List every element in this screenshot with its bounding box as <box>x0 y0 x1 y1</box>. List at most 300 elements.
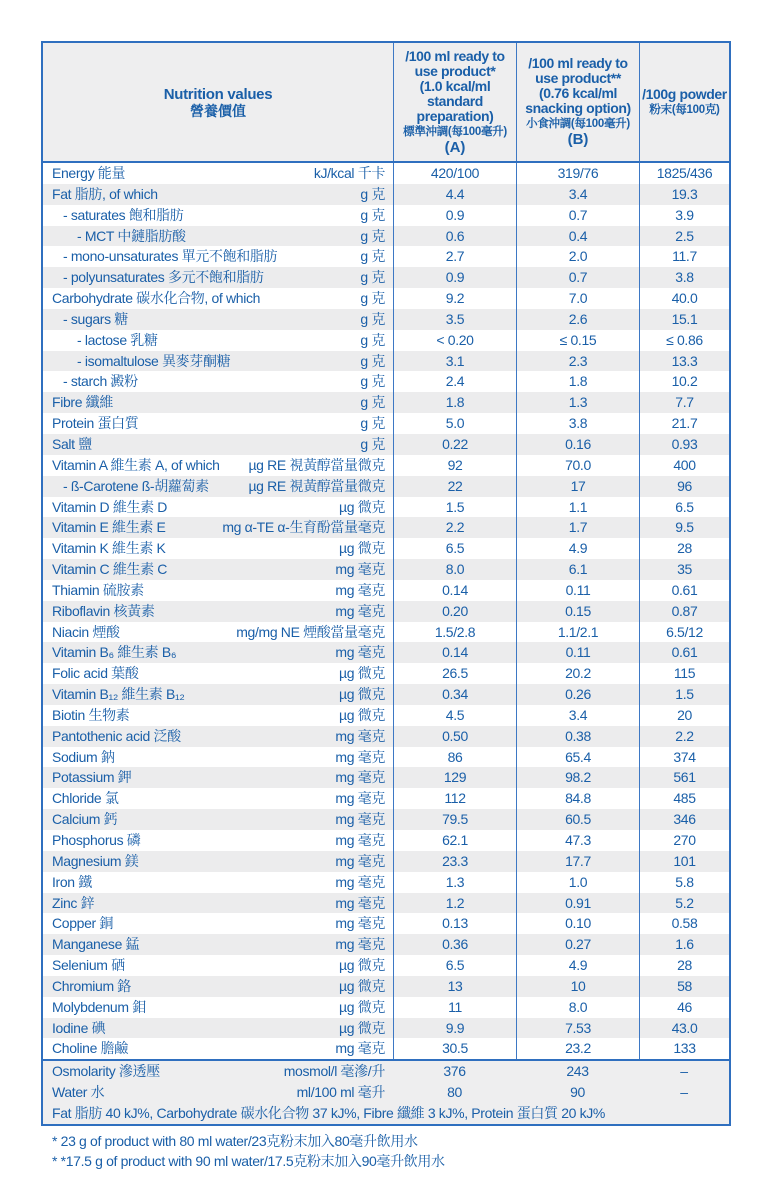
col-b-line4: snacking option) <box>525 100 631 116</box>
nutrient-cell <box>43 663 393 684</box>
value-a: 4.4 <box>393 184 516 205</box>
nutrient-name: Sodium 鈉 <box>52 748 115 765</box>
value-b: 0.7 <box>516 205 639 226</box>
header-col-a <box>393 43 516 161</box>
value-c: 0.61 <box>639 642 729 663</box>
footnote-a: * 23 g of product with 80 ml water/23克粉末加入80毫升飲用水 <box>52 1133 418 1149</box>
nutrient-name: Vitamin C 維生素 C <box>52 561 168 578</box>
nutrient-cell <box>43 559 393 580</box>
nutrient-name: Vitamin K 維生素 K <box>52 540 166 557</box>
table-row <box>43 830 729 851</box>
nutrient-cell <box>43 246 393 267</box>
value-c: – <box>680 1063 688 1080</box>
value-a: 22 <box>393 476 516 497</box>
value-b: 0.7 <box>516 267 639 288</box>
nutrient-cell <box>43 226 393 247</box>
nutrient-unit: mg 毫克 <box>335 1040 385 1057</box>
nutrient-unit: g 克 <box>360 415 385 432</box>
value-b: 0.11 <box>516 642 639 663</box>
value-c: 133 <box>639 1038 729 1059</box>
nutrient-cell <box>43 851 393 872</box>
value-b: 17.7 <box>516 851 639 872</box>
value-b: 0.91 <box>516 893 639 914</box>
value-b: 3.4 <box>516 184 639 205</box>
nutrient-unit: g 克 <box>360 185 385 202</box>
col-a-zh: 標準沖調(每100毫升) <box>403 125 507 138</box>
value-b: 84.8 <box>516 788 639 809</box>
value-c: 2.2 <box>639 726 729 747</box>
nutrient-name: Energy 能量 <box>52 165 126 181</box>
value-c: 58 <box>639 976 729 997</box>
value-c: 0.58 <box>639 913 729 934</box>
value-c: 6.5/12 <box>639 622 729 643</box>
value-b: 0.27 <box>516 934 639 955</box>
value-a: < 0.20 <box>393 330 516 351</box>
table-row <box>43 1082 729 1103</box>
table-row <box>43 705 729 726</box>
header-col-b <box>516 43 639 161</box>
nutrient-unit: mg 毫克 <box>335 644 385 661</box>
table-row <box>43 997 729 1018</box>
col-c-zh: 粉末(每100克) <box>649 104 720 116</box>
table-row <box>43 538 729 559</box>
value-c: 5.2 <box>639 893 729 914</box>
table-row <box>43 1018 729 1039</box>
nutrient-cell <box>43 913 393 934</box>
value-b: 2.3 <box>516 351 639 372</box>
nutrient-name: - ß-Carotene ß-胡蘿蔔素 <box>63 477 209 494</box>
nutrient-unit: mg 毫克 <box>335 790 385 807</box>
nutrient-name: Pantothenic acid 泛酸 <box>52 727 181 744</box>
col-a-line1: /100 ml ready to <box>405 47 505 64</box>
header-title-zh: 營養價值 <box>190 102 246 119</box>
value-b: 4.9 <box>516 955 639 976</box>
table-row <box>43 934 729 955</box>
nutrient-name: - starch 澱粉 <box>63 373 138 390</box>
table-row <box>43 851 729 872</box>
extra-rows <box>43 1061 729 1103</box>
value-a: 420/100 <box>393 163 516 184</box>
value-a: 11 <box>393 997 516 1018</box>
value-a: 0.9 <box>393 267 516 288</box>
nutrient-unit: mg α-TE α-生育酚當量毫克 <box>222 519 385 536</box>
table-row <box>43 351 729 372</box>
value-c: 270 <box>639 830 729 851</box>
nutrient-unit: g 克 <box>360 435 385 452</box>
nutrient-cell <box>43 413 393 434</box>
nutrient-rows <box>43 163 729 1059</box>
nutrient-cell <box>43 434 393 455</box>
table-row <box>43 163 729 184</box>
value-a: 80 <box>447 1084 462 1101</box>
table-row <box>43 246 729 267</box>
table-row <box>43 184 729 205</box>
table-row <box>43 434 729 455</box>
value-a: 1.5 <box>393 497 516 518</box>
nutrient-cell <box>43 767 393 788</box>
nutrient-cell <box>43 601 393 622</box>
value-a: 30.5 <box>393 1038 516 1059</box>
nutrient-unit: µg RE 視黃醇當量微克 <box>248 456 385 473</box>
nutrient-name: Vitamin D 維生素 D <box>52 498 168 515</box>
nutrient-name: - MCT 中鏈脂肪酸 <box>77 227 186 244</box>
nutrient-cell <box>43 205 393 226</box>
value-c: 9.5 <box>639 517 729 538</box>
nutrient-cell <box>43 726 393 747</box>
nutrient-cell <box>43 830 393 851</box>
nutrient-unit: mg 毫克 <box>335 811 385 828</box>
nutrient-name: Vitamin B₆ 維生素 B₆ <box>52 644 177 661</box>
value-c: 1.6 <box>639 934 729 955</box>
value-a: 79.5 <box>393 809 516 830</box>
value-c: 43.0 <box>639 1018 729 1039</box>
value-b: 17 <box>516 476 639 497</box>
value-a: 92 <box>393 455 516 476</box>
nutrient-name: Choline 膽鹼 <box>52 1040 128 1057</box>
value-c: 10.2 <box>639 371 729 392</box>
nutrient-name: Copper 銅 <box>52 915 114 932</box>
value-a: 0.14 <box>393 580 516 601</box>
nutrient-cell <box>43 955 393 976</box>
nutrient-unit: mg 毫克 <box>335 602 385 619</box>
value-b: 98.2 <box>516 767 639 788</box>
nutrient-cell <box>43 288 393 309</box>
table-row <box>43 893 729 914</box>
table-row <box>43 872 729 893</box>
value-c: 0.93 <box>639 434 729 455</box>
nutrient-name: Chromium 鉻 <box>52 977 131 994</box>
table-row <box>43 309 729 330</box>
nutrient-name: Protein 蛋白質 <box>52 415 139 432</box>
table-row <box>43 788 729 809</box>
value-c: 1825/436 <box>639 163 729 184</box>
table-row <box>43 371 729 392</box>
nutrient-unit: µg 微克 <box>339 540 385 557</box>
nutrient-cell <box>43 684 393 705</box>
value-c: 374 <box>639 747 729 768</box>
table-row <box>43 288 729 309</box>
footnote-b: * *17.5 g of product with 90 ml water/17.5克粉末加入90毫升飲用水 <box>52 1153 445 1169</box>
nutrient-cell <box>43 788 393 809</box>
value-c: ≤ 0.86 <box>639 330 729 351</box>
nutrient-cell <box>43 747 393 768</box>
nutrient-unit: mosmol/l 毫滲/升 <box>283 1063 385 1080</box>
header-col-c <box>639 43 729 161</box>
table-row <box>43 476 729 497</box>
nutrient-unit: g 克 <box>360 373 385 390</box>
table-row <box>43 767 729 788</box>
nutrient-unit: µg 微克 <box>339 998 385 1015</box>
table-row <box>43 497 729 518</box>
col-a-line3: (1.0 kcal/ml standard <box>419 77 491 109</box>
table-row <box>43 413 729 434</box>
col-a-line4: preparation) <box>416 107 494 124</box>
nutrient-name: - lactose 乳糖 <box>77 331 158 348</box>
nutrient-cell <box>43 1018 393 1039</box>
table-row <box>43 955 729 976</box>
value-a: 8.0 <box>393 559 516 580</box>
value-c: 101 <box>639 851 729 872</box>
col-c-line1: /100g powder <box>642 86 727 102</box>
nutrient-name: Zinc 鋅 <box>52 894 95 911</box>
nutrient-cell <box>43 330 393 351</box>
table-row <box>43 809 729 830</box>
nutrient-unit: g 克 <box>360 206 385 223</box>
energy-distribution: Fat 脂肪 40 kJ%, Carbohydrate 碳水化合物 37 kJ%, Fibre 纖維 3 kJ%, Protein 蛋白質 20 kJ% <box>52 1104 606 1121</box>
osmolarity-section <box>43 1059 729 1124</box>
table-row <box>43 1038 729 1059</box>
value-c: 115 <box>639 663 729 684</box>
value-c: 7.7 <box>639 392 729 413</box>
value-a: 4.5 <box>393 705 516 726</box>
table-row <box>43 330 729 351</box>
nutrient-name: Calcium 鈣 <box>52 811 118 828</box>
table-row <box>43 601 729 622</box>
value-b: 0.10 <box>516 913 639 934</box>
nutrient-name: Vitamin A 維生素 A, of which <box>52 456 220 473</box>
nutrient-name: Iron 鐵 <box>52 873 92 890</box>
nutrient-cell <box>43 934 393 955</box>
value-a: 376 <box>443 1063 466 1080</box>
nutrient-name: - polyunsaturates 多元不飽和脂肪 <box>63 269 264 286</box>
nutrient-unit: mg 毫克 <box>335 727 385 744</box>
nutrient-unit: µg 微克 <box>339 957 385 974</box>
nutrient-name: Fibre 纖維 <box>52 394 113 411</box>
table-row <box>43 267 729 288</box>
nutrient-unit: µg 微克 <box>339 1019 385 1036</box>
nutrient-cell <box>43 392 393 413</box>
value-b: 4.9 <box>516 538 639 559</box>
nutrient-unit: µg 微克 <box>339 706 385 723</box>
value-c: 21.7 <box>639 413 729 434</box>
value-b: 243 <box>566 1063 589 1080</box>
nutrient-name: - saturates 飽和脂肪 <box>63 206 184 223</box>
nutrient-unit: mg/mg NE 煙酸當量毫克 <box>236 623 385 640</box>
value-a: 0.22 <box>393 434 516 455</box>
nutrient-cell <box>43 893 393 914</box>
value-b: 3.4 <box>516 705 639 726</box>
nutrient-cell <box>43 455 393 476</box>
value-c: 15.1 <box>639 309 729 330</box>
value-b: 8.0 <box>516 997 639 1018</box>
table-row <box>43 726 729 747</box>
col-b-line1: /100 ml ready to <box>528 55 628 71</box>
nutrient-unit: g 克 <box>360 269 385 286</box>
value-a: 0.14 <box>393 642 516 663</box>
nutrient-cell <box>43 997 393 1018</box>
nutrient-cell <box>43 371 393 392</box>
value-a: 0.9 <box>393 205 516 226</box>
nutrient-unit: g 克 <box>360 310 385 327</box>
value-c: 485 <box>639 788 729 809</box>
value-b: 0.11 <box>516 580 639 601</box>
value-c: 19.3 <box>639 184 729 205</box>
table-row <box>43 455 729 476</box>
nutrient-cell <box>43 309 393 330</box>
value-a: 1.2 <box>393 893 516 914</box>
value-c: 11.7 <box>639 246 729 267</box>
col-b-line2: use product** <box>535 70 621 86</box>
value-c: 13.3 <box>639 351 729 372</box>
nutrient-unit: g 克 <box>360 290 385 307</box>
table-row <box>43 684 729 705</box>
value-a: 9.9 <box>393 1018 516 1039</box>
value-c: 2.5 <box>639 226 729 247</box>
value-a: 62.1 <box>393 830 516 851</box>
value-b: 47.3 <box>516 830 639 851</box>
nutrient-unit: mg 毫克 <box>335 581 385 598</box>
table-row <box>43 205 729 226</box>
nutrition-table <box>41 41 731 1126</box>
value-a: 1.5/2.8 <box>393 622 516 643</box>
value-b: 6.1 <box>516 559 639 580</box>
nutrient-unit: mg 毫克 <box>335 852 385 869</box>
table-row <box>43 392 729 413</box>
value-b: 1.8 <box>516 371 639 392</box>
value-a: 2.2 <box>393 517 516 538</box>
value-b: 10 <box>516 976 639 997</box>
table-row <box>43 1061 729 1082</box>
value-c: 20 <box>639 705 729 726</box>
col-b-line3: (0.76 kcal/ml <box>538 85 618 101</box>
nutrient-cell <box>43 163 393 184</box>
value-a: 0.50 <box>393 726 516 747</box>
nutrient-unit: mg 毫克 <box>335 873 385 890</box>
table-row <box>43 663 729 684</box>
value-a: 0.34 <box>393 684 516 705</box>
table-row <box>43 642 729 663</box>
nutrient-cell <box>43 642 393 663</box>
table-row <box>43 559 729 580</box>
nutrient-name: Vitamin E 維生素 E <box>52 519 166 536</box>
value-c: 5.8 <box>639 872 729 893</box>
nutrient-name: Manganese 錳 <box>52 936 140 953</box>
nutrient-cell <box>43 705 393 726</box>
value-a: 6.5 <box>393 955 516 976</box>
value-b: 1.1/2.1 <box>516 622 639 643</box>
nutrient-name: Fat 脂肪, of which <box>52 185 158 202</box>
value-c: 3.8 <box>639 267 729 288</box>
nutrient-cell <box>43 267 393 288</box>
value-b: 2.6 <box>516 309 639 330</box>
value-a: 0.20 <box>393 601 516 622</box>
value-b: 0.38 <box>516 726 639 747</box>
nutrient-unit: mg 毫克 <box>335 561 385 578</box>
nutrient-name: Chloride 氯 <box>52 790 119 807</box>
col-b-letter: (B) <box>567 131 589 148</box>
nutrient-unit: µg 微克 <box>339 686 385 703</box>
value-b: 3.8 <box>516 413 639 434</box>
value-a: 2.7 <box>393 246 516 267</box>
table-row <box>43 913 729 934</box>
nutrient-cell <box>43 1061 393 1082</box>
nutrient-cell <box>43 517 393 538</box>
value-c: – <box>680 1084 688 1101</box>
value-a: 0.6 <box>393 226 516 247</box>
value-a: 86 <box>393 747 516 768</box>
nutrient-unit: g 克 <box>360 352 385 369</box>
value-c: 346 <box>639 809 729 830</box>
value-b: 7.53 <box>516 1018 639 1039</box>
nutrient-name: Biotin 生物素 <box>52 706 130 723</box>
value-b: 60.5 <box>516 809 639 830</box>
value-a: 1.8 <box>393 392 516 413</box>
value-c: 35 <box>639 559 729 580</box>
value-a: 2.4 <box>393 371 516 392</box>
nutrient-cell <box>43 497 393 518</box>
value-c: 400 <box>639 455 729 476</box>
value-c: 561 <box>639 767 729 788</box>
value-c: 28 <box>639 955 729 976</box>
nutrient-name: - mono-unsaturates 單元不飽和脂肪 <box>63 248 278 265</box>
table-row <box>43 976 729 997</box>
value-a: 129 <box>393 767 516 788</box>
value-b: 7.0 <box>516 288 639 309</box>
nutrient-unit: g 克 <box>360 394 385 411</box>
nutrient-name: - sugars 糖 <box>63 310 128 327</box>
nutrient-unit: mg 毫克 <box>335 915 385 932</box>
value-b: 23.2 <box>516 1038 639 1059</box>
nutrient-name: Water 水 <box>52 1084 105 1101</box>
col-b-zh: 小食沖調(每100毫升) <box>526 118 630 130</box>
nutrient-unit: g 克 <box>360 227 385 244</box>
value-a: 6.5 <box>393 538 516 559</box>
nutrient-cell <box>43 580 393 601</box>
nutrient-name: Iodine 碘 <box>52 1019 106 1036</box>
value-b: 70.0 <box>516 455 639 476</box>
value-a: 26.5 <box>393 663 516 684</box>
nutrient-name: Salt 鹽 <box>52 435 92 452</box>
value-c: 6.5 <box>639 497 729 518</box>
nutrient-unit: ml/100 ml 毫升 <box>296 1084 385 1101</box>
nutrient-name: Vitamin B₁₂ 維生素 B₁₂ <box>52 686 185 703</box>
value-b: 0.15 <box>516 601 639 622</box>
table-row <box>43 580 729 601</box>
nutrient-cell <box>43 622 393 643</box>
nutrient-unit: mg 毫克 <box>335 894 385 911</box>
nutrient-name: Osmolarity 滲透壓 <box>52 1063 160 1080</box>
nutrient-name: Thiamin 硫胺素 <box>52 581 144 598</box>
nutrient-name: Folic acid 葉酸 <box>52 665 139 682</box>
value-b: 20.2 <box>516 663 639 684</box>
nutrient-unit: mg 毫克 <box>335 769 385 786</box>
nutrient-cell <box>43 476 393 497</box>
table-row <box>43 517 729 538</box>
col-a-line2: use product* <box>414 62 496 79</box>
value-b: 1.7 <box>516 517 639 538</box>
nutrient-cell <box>43 351 393 372</box>
value-c: 3.9 <box>639 205 729 226</box>
value-a: 0.13 <box>393 913 516 934</box>
value-a: 3.5 <box>393 309 516 330</box>
nutrient-name: Riboflavin 核黃素 <box>52 602 155 619</box>
nutrient-name: Phosphorus 磷 <box>52 832 141 848</box>
value-b: 0.16 <box>516 434 639 455</box>
value-a: 9.2 <box>393 288 516 309</box>
value-b: 0.26 <box>516 684 639 705</box>
value-c: 28 <box>639 538 729 559</box>
nutrient-cell <box>43 1038 393 1059</box>
value-c: 0.61 <box>639 580 729 601</box>
value-b: 319/76 <box>516 163 639 184</box>
nutrient-name: - isomaltulose 異麥芽酮糖 <box>77 352 231 369</box>
value-a: 3.1 <box>393 351 516 372</box>
value-b: ≤ 0.15 <box>516 330 639 351</box>
header-title-en: Nutrition values <box>163 85 273 103</box>
table-row <box>43 747 729 768</box>
nutrient-cell <box>43 872 393 893</box>
nutrient-unit: µg 微克 <box>339 665 385 682</box>
